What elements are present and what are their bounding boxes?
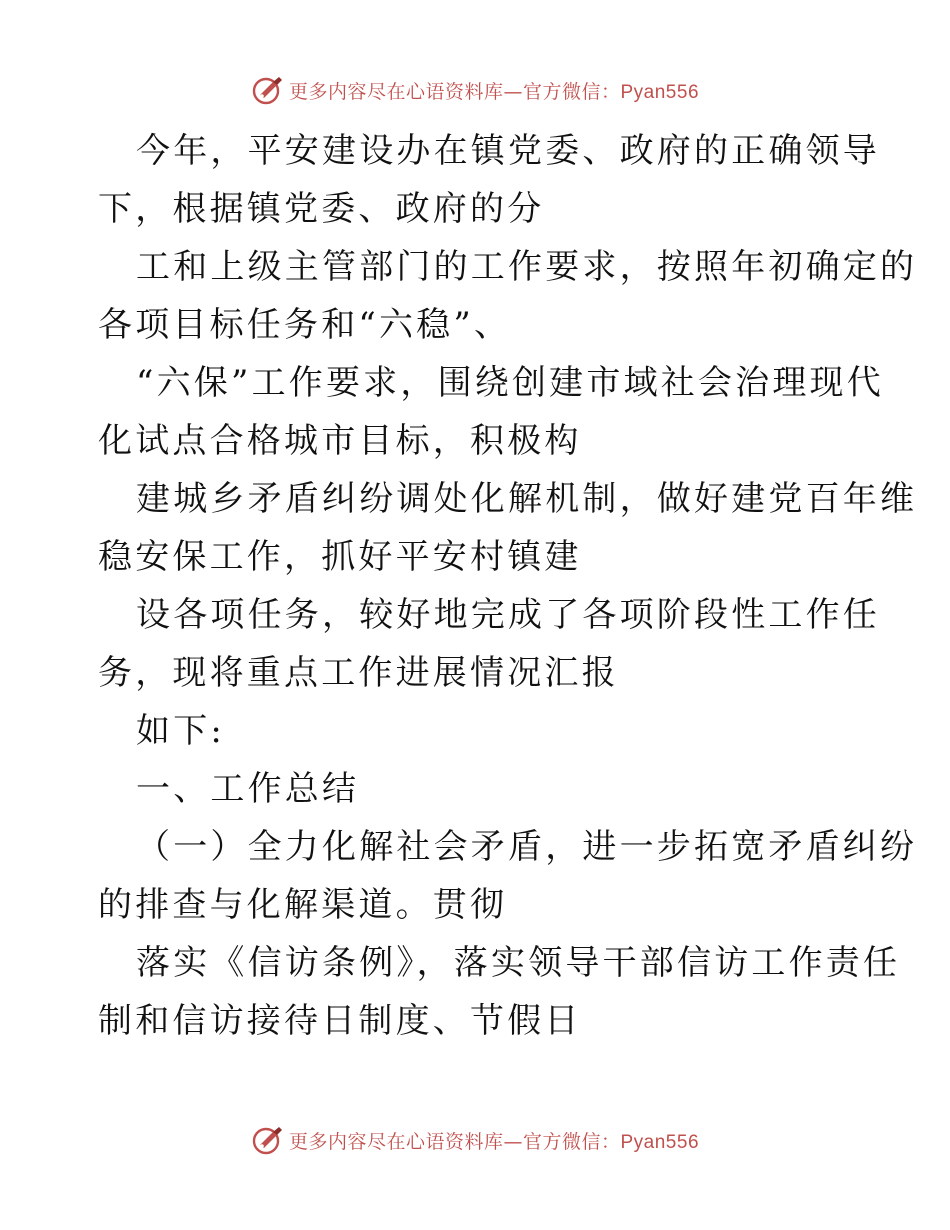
paragraph <box>98 354 884 470</box>
paragraph <box>98 702 858 760</box>
text-line: 制和信访接待日制度、节假日 <box>98 1001 582 1041</box>
paragraph <box>98 238 918 354</box>
text-line: 的排查与化解渠道。贯彻 <box>98 885 508 925</box>
text-line: 今年，平安建设办在镇党委、政府的正确领导 <box>136 131 880 171</box>
document-body <box>98 122 918 1050</box>
banner-label: 更多内容尽在心语资料库—官方微信： <box>288 80 621 103</box>
text-line: 下，根据镇党委、政府的分 <box>98 189 545 229</box>
banner-account: Pyan556 <box>620 81 700 103</box>
text-line: 化试点合格城市目标，积极构 <box>98 421 582 461</box>
text-line: 稳安保工作，抓好平安村镇建 <box>98 537 582 577</box>
paragraph <box>98 934 901 1050</box>
banner-label: 更多内容尽在心语资料库—官方微信： <box>288 1130 621 1153</box>
banner-text <box>289 1127 699 1154</box>
banner-text <box>289 77 699 104</box>
section-heading <box>98 760 858 818</box>
pen-seal-icon <box>251 73 285 107</box>
text-line: 各项目标任务和“六稳”、 <box>98 305 512 345</box>
text-line: 一、工作总结 <box>136 769 360 809</box>
paragraph <box>98 586 880 702</box>
text-line: 务，现将重点工作进展情况汇报 <box>98 653 619 693</box>
paragraph <box>98 122 880 238</box>
text-line: “六保”工作要求，围绕创建市域社会治理现代 <box>136 363 884 403</box>
text-line: 设各项任务，较好地完成了各项阶段性工作任 <box>136 595 880 635</box>
paragraph <box>98 470 918 586</box>
banner-account: Pyan556 <box>620 1131 700 1153</box>
pen-seal-icon <box>251 1123 285 1157</box>
text-line: （一）全力化解社会矛盾，进一步拓宽矛盾纠纷 <box>136 827 918 867</box>
footer-watermark <box>0 1122 950 1158</box>
text-line: 如下: <box>136 711 226 751</box>
text-line: 落实《信访条例》，落实领导干部信访工作责任 <box>136 943 901 983</box>
text-line: 建城乡矛盾纠纷调处化解机制，做好建党百年维 <box>136 479 918 519</box>
header-watermark <box>0 72 950 108</box>
paragraph <box>98 818 918 934</box>
text-line: 工和上级主管部门的工作要求，按照年初确定的 <box>136 247 918 287</box>
